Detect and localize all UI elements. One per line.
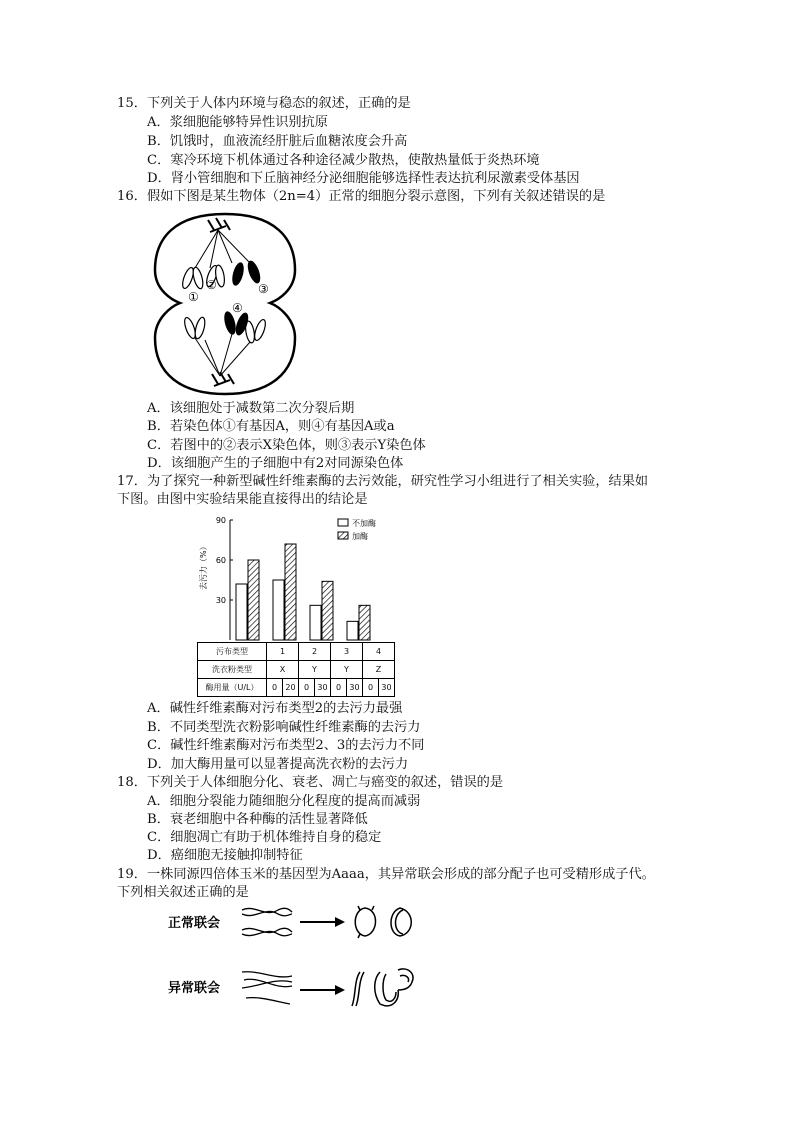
q18-option-b: B．衰老细胞中各种酶的活性显著降低 <box>147 812 368 827</box>
q16-option-a: A．该细胞处于减数第二次分裂后期 <box>147 401 355 416</box>
chart-ylabel: 去污力（%） <box>199 542 208 590</box>
normal-synapsis-chromosomes <box>242 908 292 935</box>
bar-不加酶-3 <box>310 605 321 640</box>
q15-option-a: A．浆细胞能够特异性识别抗原 <box>147 115 328 130</box>
label-2: ② <box>206 278 217 292</box>
detergency-table <box>197 642 395 697</box>
detergent-cell: Y <box>331 661 363 679</box>
q19-stem-line1: 19．一株同源四倍体玉米的基因型为Aaaa，其异常联会形成的部分配子也可受精形成子代。 <box>117 867 655 882</box>
legend-label: 不加酶 <box>352 519 376 528</box>
q18-option-a: A．细胞分裂能力随细胞分化程度的提高而减弱 <box>147 794 421 809</box>
q15-stem: 15．下列关于人体内环境与稳态的叙述，正确的是 <box>117 96 411 111</box>
q17-stem-line2: 下图。由图中实验结果能直接得出的结论是 <box>117 492 368 507</box>
detergency-chart <box>166 512 380 642</box>
table-row-detergent <box>198 661 395 679</box>
dose-cell: 0 <box>331 679 347 697</box>
abnormal-synapsis-chromosomes <box>242 972 292 1004</box>
abnormal-synapsis-label: 异常联会 <box>168 981 221 996</box>
row-label-detergent: 洗衣粉类型 <box>198 661 267 679</box>
q15-option-b: B．饥饿时，血液流经肝脏后血糖浓度会升高 <box>147 134 408 149</box>
q18-option-d: D．癌细胞无接触抑制特征 <box>147 848 303 863</box>
q16-option-b: B．若染色体①有基因A，则④有基因A或a <box>147 419 395 434</box>
bar-不加酶-4 <box>347 621 358 640</box>
label-3: ③ <box>258 282 269 296</box>
label-4: ④ <box>232 301 243 315</box>
dose-cell: 0 <box>267 679 283 697</box>
bar-加酶-2 <box>285 544 296 640</box>
dose-cell: 0 <box>363 679 379 697</box>
bivalent-rings <box>355 906 411 938</box>
trivalent-univalent <box>352 969 413 1006</box>
q18-option-c: C．细胞凋亡有助于机体维持自身的稳定 <box>147 830 382 845</box>
stain-cell: 4 <box>363 643 395 661</box>
label-1: ① <box>188 290 199 304</box>
normal-synapsis-label: 正常联会 <box>168 916 221 931</box>
bar-加酶-1 <box>248 560 259 640</box>
bar-加酶-3 <box>322 581 333 640</box>
stain-cell: 3 <box>331 643 363 661</box>
q17-option-b: B．不同类型洗衣粉影响碱性纤维素酶的去污力 <box>147 720 421 735</box>
q18-stem: 18．下列关于人体细胞分化、衰老、凋亡与癌变的叙述，错误的是 <box>117 775 504 790</box>
legend-swatch <box>338 532 348 539</box>
q17-option-d: D．加大酶用量可以显著提高洗衣粉的去污力 <box>147 757 409 772</box>
detergent-cell: X <box>267 661 299 679</box>
chart-y-tick-label: 30 <box>215 596 226 605</box>
q17-option-a: A．碱性纤维素酶对污布类型2的去污力最强 <box>147 701 403 716</box>
normal-arrow <box>300 917 345 927</box>
bar-加酶-4 <box>359 605 370 640</box>
table-row-stain <box>198 643 395 661</box>
dose-cell: 0 <box>299 679 315 697</box>
dose-cell: 30 <box>379 679 395 697</box>
bar-不加酶-2 <box>273 580 284 640</box>
dose-cell: 20 <box>283 679 299 697</box>
q19-stem-line2: 下列相关叙述正确的是 <box>117 885 249 900</box>
stain-cell: 2 <box>299 643 331 661</box>
q17-stem-line1: 17．为了探究一种新型碱性纤维素酶的去污效能，研究性学习小组进行了相关实验，结果如 <box>117 474 649 489</box>
row-label-dose: 酶用量（U/L） <box>198 679 267 697</box>
q16-option-c: C．若图中的②表示X染色体，则③表示Y染色体 <box>147 438 426 453</box>
dose-cell: 30 <box>315 679 331 697</box>
row-label-stain: 污布类型 <box>198 643 267 661</box>
chart-y-tick-label: 90 <box>215 516 226 525</box>
table-row-dose <box>198 679 395 697</box>
detergent-cell: Y <box>299 661 331 679</box>
cell-division-figure <box>150 208 300 398</box>
legend-label: 加酶 <box>352 532 368 541</box>
stain-cell: 1 <box>267 643 299 661</box>
bar-不加酶-1 <box>236 584 247 640</box>
abnormal-arrow <box>300 985 345 995</box>
q17-option-c: C．碱性纤维素酶对污布类型2、3的去污力不同 <box>147 738 425 753</box>
q15-option-c: C．寒冷环境下机体通过各种途径减少散热，使散热量低于炎热环境 <box>147 153 540 168</box>
q16-option-d: D．该细胞产生的子细胞中有2对同源染色体 <box>147 456 404 471</box>
q16-stem: 16．假如下图是某生物体（2n=4）正常的细胞分裂示意图，下列有关叙述错误的是 <box>117 189 606 204</box>
detergent-cell: Z <box>363 661 395 679</box>
chart-y-tick-label: 60 <box>215 556 226 565</box>
synapsis-figure <box>160 900 440 1020</box>
dose-cell: 30 <box>347 679 363 697</box>
q15-option-d: D．肾小管细胞和下丘脑神经分泌细胞能够选择性表达抗利尿激素受体基因 <box>147 171 580 186</box>
legend-swatch <box>338 519 348 526</box>
